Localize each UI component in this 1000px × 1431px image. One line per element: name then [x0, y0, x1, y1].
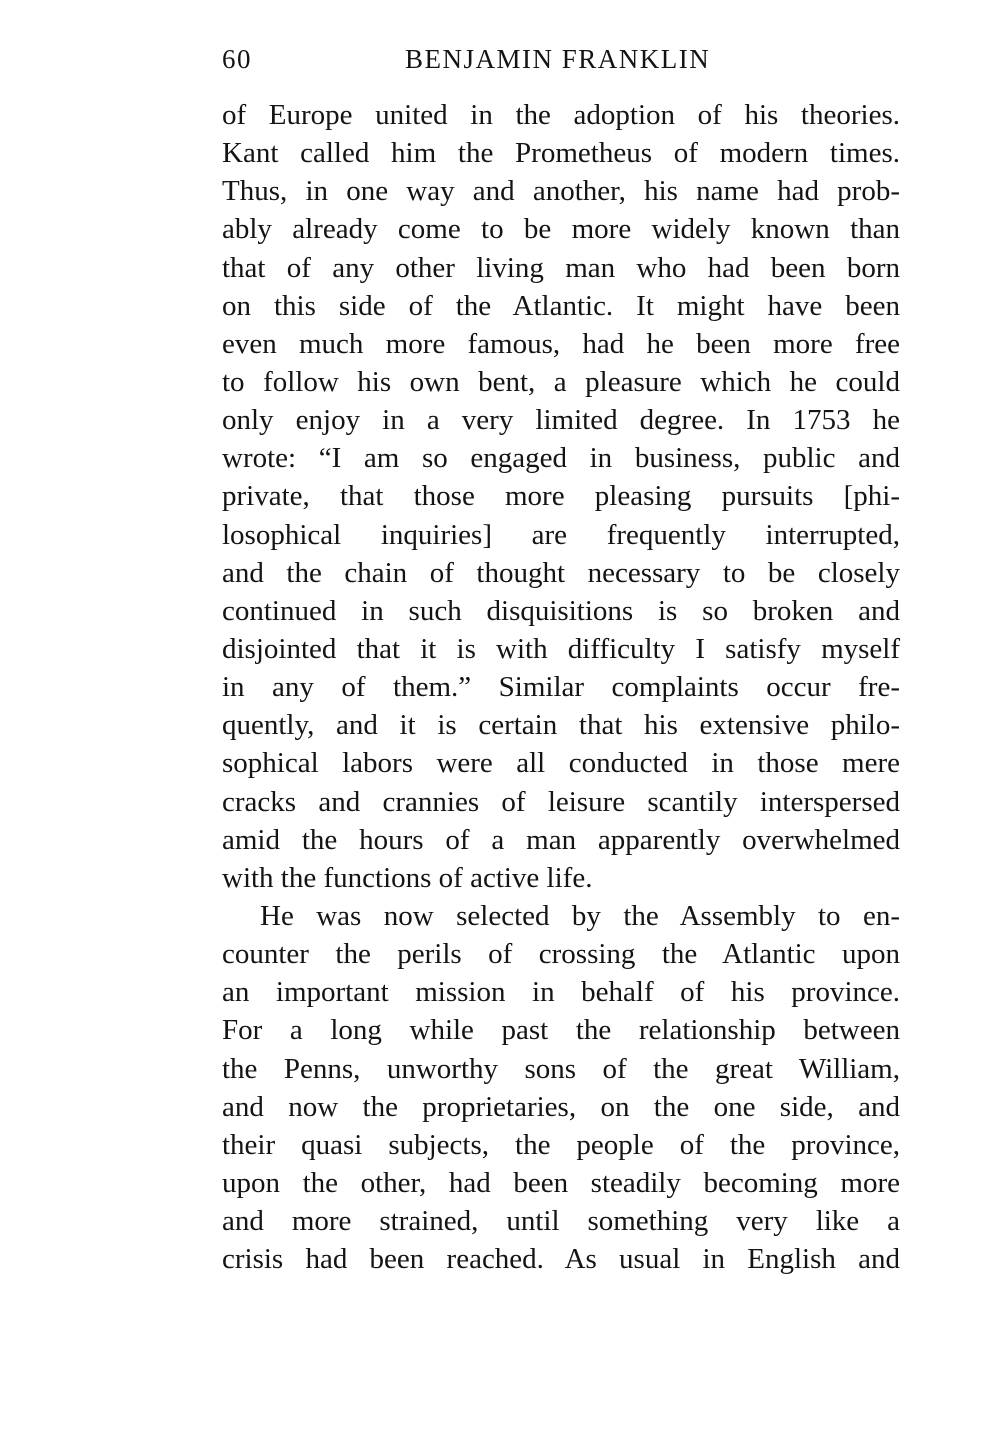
text-line: in any of them.” Similar complaints occur fre-	[222, 671, 900, 704]
running-head-title: BENJAMIN FRANKLIN	[405, 44, 711, 74]
text-line: of Europe united in the adoption of his theories.	[222, 99, 900, 131]
text-line: continued in such disquisitions is so broken and	[222, 594, 900, 627]
text-line: their quasi subjects, the people of the province,	[222, 1128, 900, 1161]
text-line: only enjoy in a very limited degree. In 1753 he	[222, 404, 900, 437]
text-line: that of any other living man who had been born	[222, 251, 900, 284]
text-line: For a long while past the relationship between	[222, 1014, 900, 1047]
text-line: and the chain of thought necessary to be closely	[222, 556, 900, 589]
text-line: upon the other, had been steadily becoming more	[222, 1166, 900, 1199]
page-number: 60	[222, 44, 252, 74]
text-line: counter the perils of crossing the Atlantic upon	[222, 938, 900, 971]
text-line: losophical inquiries] are frequently interrupted,	[222, 518, 900, 551]
text-line: disjointed that it is with difficulty I satisfy myself	[222, 632, 900, 665]
text-line: with the functions of active life.	[222, 861, 593, 894]
paragraph-1	[222, 96, 900, 897]
body-text	[222, 96, 900, 1278]
text-line: Kant called him the Prometheus of modern times.	[222, 137, 900, 170]
page-header	[222, 44, 900, 84]
text-line: sophical labors were all conducted in those mere	[222, 747, 900, 780]
text-line: on this side of the Atlantic. It might have been	[222, 289, 900, 322]
text-line: the Penns, unworthy sons of the great William,	[222, 1052, 900, 1085]
text-line: wrote: “I am so engaged in business, public and	[222, 442, 900, 475]
text-line: crisis had been reached. As usual in English and	[222, 1243, 900, 1276]
text-line: quently, and it is certain that his extensive philo-	[222, 709, 900, 742]
paragraph-2	[222, 897, 900, 1278]
text-line: an important mission in behalf of his province.	[222, 976, 900, 1009]
text-line: even much more famous, had he been more free	[222, 327, 900, 360]
text-line: and more strained, until something very like a	[222, 1205, 900, 1238]
text-line: Thus, in one way and another, his name had prob-	[222, 175, 900, 208]
text-line: cracks and crannies of leisure scantily interspersed	[222, 785, 900, 818]
text-line: He was now selected by the Assembly to en-	[260, 899, 900, 932]
text-line: private, that those more pleasing pursuits [phi-	[222, 480, 900, 513]
text-line: and now the proprietaries, on the one side, and	[222, 1090, 900, 1123]
text-line: ably already come to be more widely known than	[222, 213, 900, 246]
text-line: amid the hours of a man apparently overwhelmed	[222, 823, 900, 856]
text-line: to follow his own bent, a pleasure which he could	[222, 365, 900, 398]
